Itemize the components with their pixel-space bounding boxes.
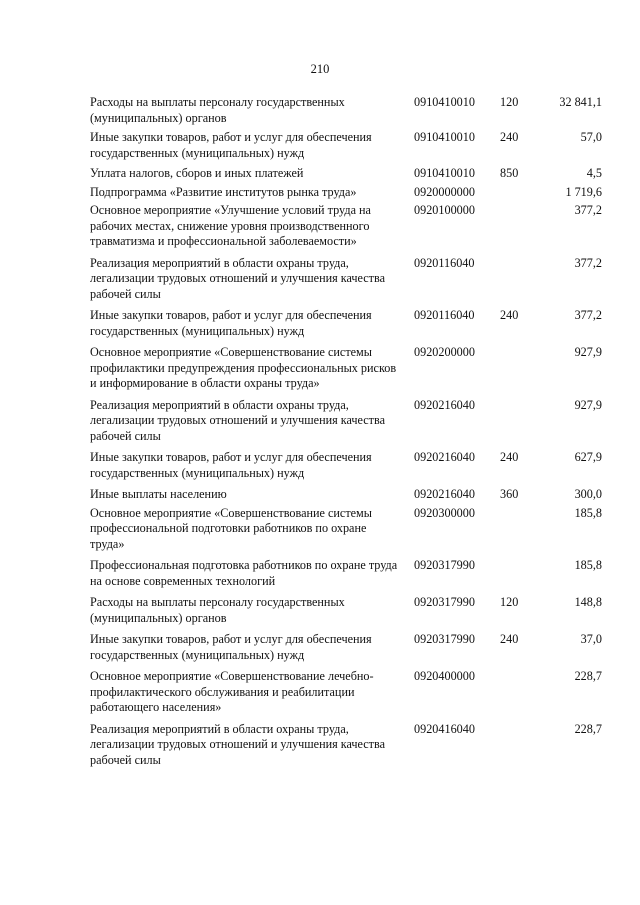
budget-table xyxy=(90,95,610,768)
row-description: Иные закупки товаров, работ и услуг для обеспечения государственных (муниципальных) нужд xyxy=(90,450,372,480)
row-description: Основное мероприятие «Совершенствование системы профессиональной подготовки работников по охране труда» xyxy=(90,505,372,551)
row-amount: 300,0 xyxy=(574,487,602,501)
row-description: Основное мероприятие «Совершенствование системы профилактики предупреждения профессиональных рисков и информирование в области охраны труда» xyxy=(90,345,397,390)
row-amount: 32 841,1 xyxy=(559,95,602,109)
row-amount: 228,7 xyxy=(574,669,602,683)
row-target-code: 0910410010 xyxy=(414,166,475,180)
table-row xyxy=(90,487,610,503)
row-description: Иные закупки товаров, работ и услуг для обеспечения государственных (муниципальных) нужд xyxy=(90,130,372,160)
row-amount: 228,7 xyxy=(574,721,602,736)
row-target-code: 0920216040 xyxy=(414,397,475,412)
row-target-code: 0920317990 xyxy=(414,558,475,572)
row-amount: 148,8 xyxy=(574,595,602,609)
table-row xyxy=(90,256,610,303)
row-amount: 4,5 xyxy=(586,166,602,180)
row-amount: 377,2 xyxy=(574,255,602,270)
table-row xyxy=(90,398,610,445)
table-row xyxy=(90,345,610,392)
page-number: 210 xyxy=(310,62,330,76)
row-description: Расходы на выплаты персоналу государственных (муниципальных) органов xyxy=(90,95,345,125)
row-amount: 57,0 xyxy=(580,130,602,144)
table-row xyxy=(90,632,610,663)
row-target-code: 0920300000 xyxy=(414,505,475,520)
row-target-code: 0910410010 xyxy=(414,130,475,144)
row-expense-type: 240 xyxy=(500,130,519,144)
row-target-code: 0920116040 xyxy=(414,308,475,322)
row-expense-type: 240 xyxy=(500,308,519,322)
row-amount: 1 719,6 xyxy=(565,184,602,199)
row-description: Иные выплаты населению xyxy=(90,487,227,501)
row-target-code: 0920400000 xyxy=(414,669,475,683)
table-row xyxy=(90,722,610,769)
row-target-code: 0920317990 xyxy=(414,632,475,646)
table-row xyxy=(90,130,610,161)
row-description: Подпрограмма «Развитие институтов рынка труда» xyxy=(90,184,357,199)
row-amount: 927,9 xyxy=(574,345,602,359)
table-row xyxy=(90,185,610,201)
row-description: Реализация мероприятий в области охраны труда, легализации трудовых отношений и улучшения качества рабочей силы xyxy=(90,721,386,767)
row-expense-type: 120 xyxy=(500,95,519,109)
row-expense-type: 850 xyxy=(500,166,519,180)
row-amount: 37,0 xyxy=(580,632,602,646)
row-amount: 627,9 xyxy=(574,450,602,464)
row-expense-type: 360 xyxy=(500,487,519,501)
row-amount: 377,2 xyxy=(574,308,602,322)
row-description: Иные закупки товаров, работ и услуг для обеспечения государственных (муниципальных) нужд xyxy=(90,632,372,662)
row-target-code: 0920416040 xyxy=(414,721,475,736)
row-description: Расходы на выплаты персоналу государственных (муниципальных) органов xyxy=(90,595,345,625)
row-description: Основное мероприятие «Улучшение условий труда на рабочих местах, снижение уровня производственного травматизма и профессиональной заболеваемости» xyxy=(90,203,371,248)
row-target-code: 0920317990 xyxy=(414,595,475,609)
row-target-code: 0910410010 xyxy=(414,95,475,109)
row-amount: 185,8 xyxy=(574,558,602,572)
row-target-code: 0920116040 xyxy=(414,255,475,270)
row-target-code: 0920216040 xyxy=(414,487,475,501)
table-row xyxy=(90,595,610,626)
table-row xyxy=(90,203,610,250)
row-description: Реализация мероприятий в области охраны труда, легализации трудовых отношений и улучшения качества рабочей силы xyxy=(90,255,386,301)
table-row xyxy=(90,308,610,339)
row-description: Реализация мероприятий в области охраны труда, легализации трудовых отношений и улучшения качества рабочей силы xyxy=(90,397,386,443)
table-row xyxy=(90,669,610,716)
table-row xyxy=(90,558,610,589)
row-description: Уплата налогов, сборов и иных платежей xyxy=(90,166,304,180)
row-description: Основное мероприятие «Совершенствование лечебно-профилактического обслуживания и реабилитации работающего населения» xyxy=(90,669,374,714)
row-target-code: 0920216040 xyxy=(414,450,475,464)
row-amount: 185,8 xyxy=(574,505,602,520)
row-amount: 377,2 xyxy=(574,203,602,217)
table-row xyxy=(90,506,610,553)
row-amount: 927,9 xyxy=(574,397,602,412)
table-row xyxy=(90,95,610,126)
row-description: Иные закупки товаров, работ и услуг для обеспечения государственных (муниципальных) нужд xyxy=(90,308,372,338)
row-expense-type: 120 xyxy=(500,595,519,609)
row-expense-type: 240 xyxy=(500,450,519,464)
row-target-code: 0920100000 xyxy=(414,203,475,217)
row-description: Профессиональная подготовка работников по охране труда на основе современных технологий xyxy=(90,558,398,588)
row-target-code: 0920200000 xyxy=(414,345,475,359)
table-row xyxy=(90,450,610,481)
table-row xyxy=(90,166,610,182)
row-expense-type: 240 xyxy=(500,632,519,646)
row-target-code: 0920000000 xyxy=(414,184,475,199)
